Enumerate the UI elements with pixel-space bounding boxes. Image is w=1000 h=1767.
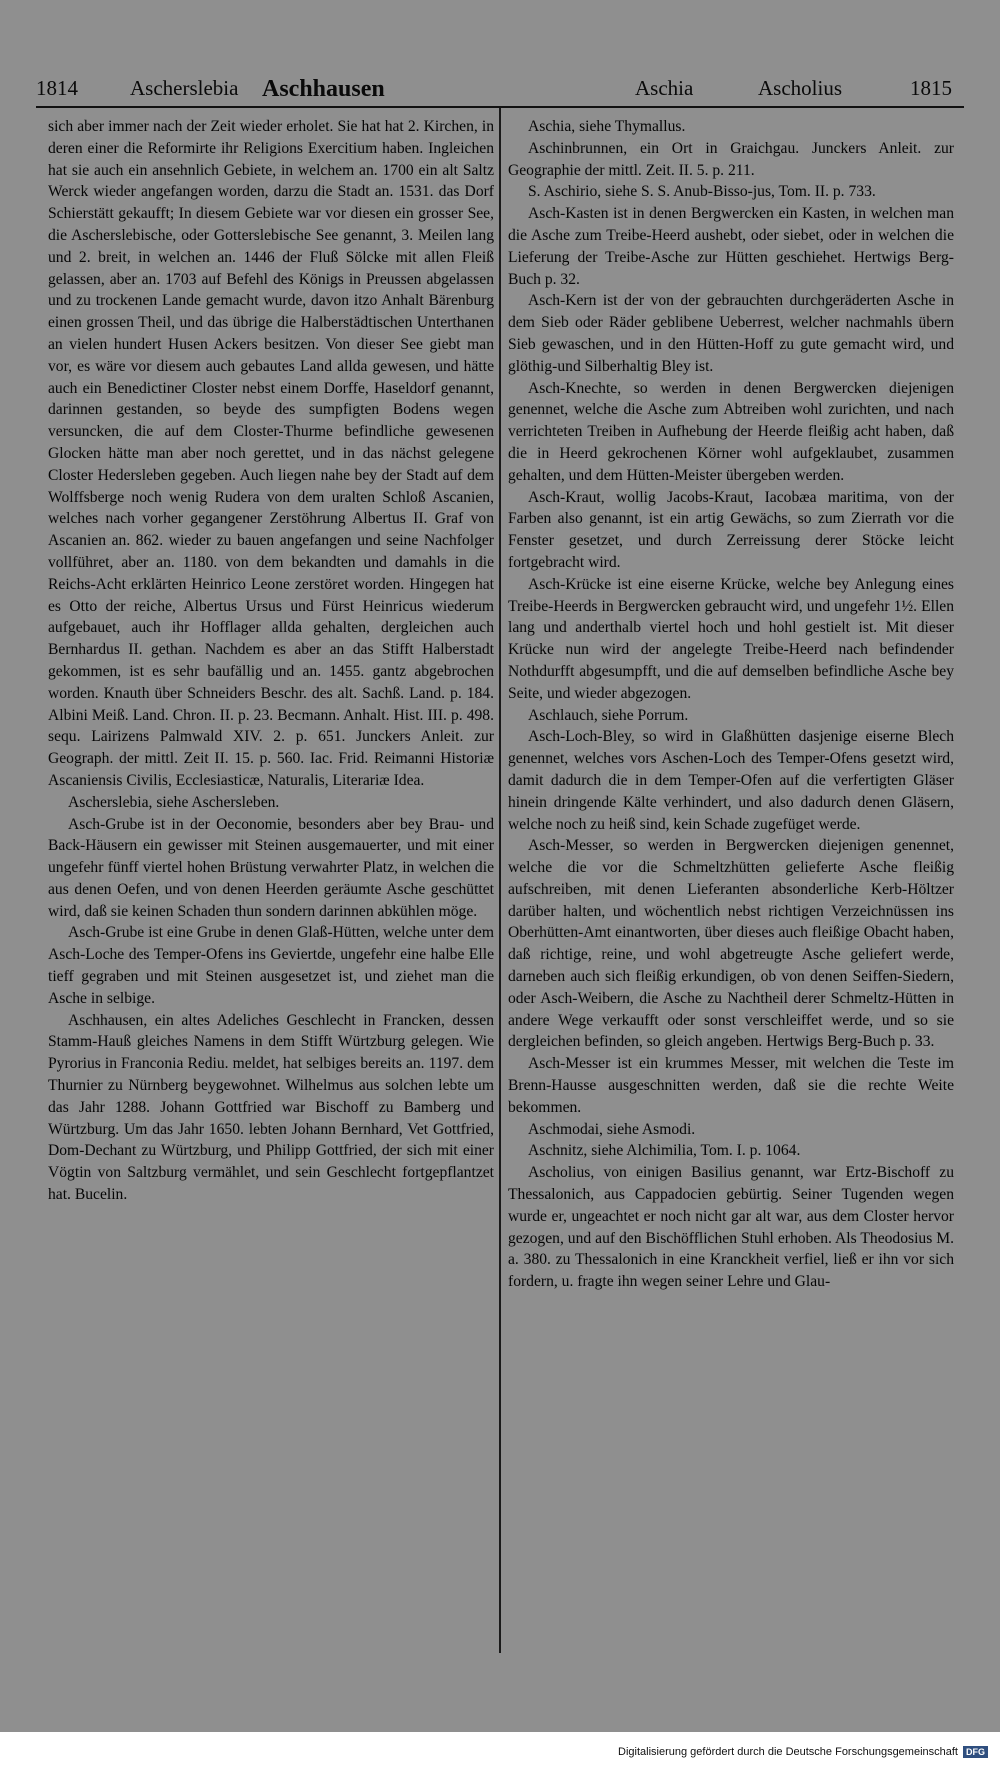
entry-asch-kasten: Asch-Kasten ist in denen Bergwercken ein Kasten, in welchen man die Asche zum Treibe-Heerd aushebt, oder siebet, oder in welchen die Lieferung der Treibe-Asche zur Hütten geschiehet. Hertwigs Berg-Buch p. 32. — [508, 205, 954, 288]
catchword-left-1: Ascherslebia — [130, 76, 239, 100]
catchword-right-1: Aschia — [635, 76, 694, 100]
entry-asch-loch-bley: Asch-Loch-Bley, so wird in Glaßhütten dasjenige eiserne Blech genennet, welches vors Aschen-Loch des Temper-Ofens gesetzt wird, damit dadurch die in dem Temper-Ofen auf die verfertigten Gläser hinein dringende Kälte verhindert, und also dadurch denen Gläsern, welche noch zu heiß sind, kein Schade zugefüget werde. — [508, 728, 954, 833]
catchword-right-2: Ascholius — [758, 76, 842, 100]
entry-asch-kern: Asch-Kern ist der von der gebrauchten durchgeräderten Asche in dem Sieb oder Räder geblibene Ueberrest, welcher nachmahls übern Sieb gewaschen, und in den Hütten-Hoff zu gute gemacht wird, und glöthig-und Silberhaltig Bley ist. — [508, 292, 954, 375]
page-number-right: 1815 — [910, 76, 952, 100]
entry-aschhausen: Aschhausen, ein altes Adeliches Geschlecht in Francken, dessen Stamm-Hauß gleiches Namens in dem Stifft Würtzburg gelegen. Wie Pyrorius in Franconia Rediu. meldet, hat selbiges bereits an. 1197. dem Thurnier zu Nürnberg beygewohnet. Wilhelmus aus solchen lebte um das Jahr 1288. Johann Gottfried war Bischoff zu Bamberg und Würtzburg. Um das Jahr 1650. lebten Johann Bernhard, Vet Gottfried, Dom-Dechant zu Würtzburg, und Philipp Gottfried, der sich mit einer Vögtin von Saltzburg vermählet, und sein Geschlecht fortgepflantzet hat. Bucelin. — [48, 1011, 494, 1204]
dfg-logo-icon: DFG — [963, 1746, 988, 1758]
left-column — [48, 116, 494, 1206]
page-number-left: 1814 — [36, 76, 78, 100]
entry-ascherslebia: Ascherslebia, siehe Aschersleben. — [68, 793, 280, 811]
entry-aschinbrunnen: Aschinbrunnen, ein Ort in Graichgau. Junckers Anleit. zur Geographie der mittl. Zeit. II. 5. p. 211. — [508, 139, 954, 179]
entry-ascholius: Ascholius, von einigen Basilius genannt, war Ertz-Bischoff zu Thessalonich, aus Cappadocien gebürtig. Seiner Tugenden wegen wurde er, ungeachtet er noch nicht gar alt war, aus dem Closter hervor gezogen, und auf den Bischöfflichen Stuhl erhoben. Als Theodosius M. a. 380. zu Thessalonich in eine Kranckheit verfiel, ließ er ihn vor sich fordern, u. fragte ihn wegen seiner Lehre und Glau- — [508, 1164, 954, 1291]
entry-asch-kruecke: Asch-Krücke ist eine eiserne Krücke, welche bey Anlegung eines Treibe-Heerds in Bergwercken gebraucht wird, und ungefehr 1½. Ellen lang und anderthalb viertel hoch und hohl gestielt ist. Mit dieser Krücke nun wird der angelegte Treibe-Heerd nach befindender Nothdurfft abgesumpfft, und die auf demselben befindliche Asche bey Seite, und wieder abgezogen. — [508, 575, 954, 702]
entry-asch-messer-1: Asch-Messer, so werden in Bergwercken diejenigen genennet, welche die vor die Schmeltzhütten gelieferte Asche fleißig aufschreiben, mit denen Lieferanten absonderliche Kerb-Höltzer darüber halten, und wöchentlich nebst richtigen Verzeichnüssen ins Oberhütten-Amt einantworten, über dieses auch fleißige Obacht haben, daß richtige, reine, und wohl abgetreugte Asche geliefert werde, darneben auch sich fleißig erkundigen, ob von denen Seiffen-Siedern, oder Asch-Weibern, die Asche zu Nachtheil derer Schmeltz-Hütten in andere Wege verkaufft oder sonst verschleiffet werde, und so sie dergleichen befinden, so gleich angeben. Hertwigs Berg-Buch p. 33. — [508, 837, 954, 1051]
catchword-left-2: Aschhausen — [262, 76, 385, 102]
entry-aschia: Aschia, siehe Thymallus. — [528, 118, 686, 135]
entry-aschirio: S. Aschirio, siehe S. S. Anub-Bisso-jus, Tom. II. p. 733. — [528, 183, 876, 201]
entry-asch-knechte: Asch-Knechte, so werden in denen Bergwercken diejenigen genennet, welche die Asche zum Abtreiben wohl zurichten, und nach verrichteten Treiben in Aufhebung der Heerde fleißig acht haben, daß die in Heerd gekrochenen Körner wohl aufgeklaubet, zusammen gehalten, und dem Hütten-Meister übergeben werden. — [508, 379, 954, 484]
entry-aschlauch: Aschlauch, siehe Porrum. — [528, 706, 689, 724]
footer-credit — [618, 1746, 988, 1758]
column-divider — [499, 108, 501, 1653]
entry-aschersleben-cont: sich aber immer nach der Zeit wieder erholet. Sie hat hat 2. Kirchen, in deren einer die Reformirte ihr Religions Exercitium haben. Ingleichen hat sie auch ein ansehnlich Gebiete, in welchem an. 1700 ein alt Saltz Werck wieder angefangen worden, darzu die Stadt an. 1531. das Dorf Schierstätt gekaufft; In diesem Gebiete war vor diesen ein grosser See, die Ascherslebische, oder Gotterslebische See genannt, 3. Meilen lang und 2. breit, in welchen an. 1446 der Fluß Sölcke mit allen Fleiß gelassen, aber an. 1703 auf Befehl des Königs in Preussen abgelassen und zu trockenen Lande gemacht wurde, davon itzo Anhalt Bärenburg einen grossen Theil, und das übrige die Halberstädtischen Unterthanen an vielen hundert Husen Ackers besitzen. Von dieser See giebt man vor, es wäre vor diesem auch gebautes Land allda gewesen, und hätte auch ein Benedictiner Closter nebst einem Dorffe, Haseldorf genannt, darinnen gestanden, so beyde des sumpfigten Bodens wegen versuncken, die auf dem Closter-Thurme befindliche gewesenen Glocken hätte man aber noch gerettet, und in das nächst gelegene Closter Hedersleben gegeben. Auch liegen nahe bey der Stadt auf dem Wolffsberge noch wenig Rudera von dem uralten Schloß Ascanien, welches nach vorher gegangener Zerstöhrung Albertus II. Graf von Ascanien an. 862. wieder zu bauen angefangen und seine Nachfolger vollführet, aber an. 1180. von dem bekandten und damahls in die Reichs-Acht erklärten Heinrico Leone zerstöret worden. Hingegen hat es Otto der reiche, Albertus Ursus und Fürst Heinricus wiederum aufgebauet, auch ihr Hofflager allda gehalten, dergleichen auch Bernhardus II. gethan. Nachdem es aber an das Stifft Halberstadt gekommen, ist es sehr baufällig und an. 1455. gantz abgebrochen worden. Knauth über Schneiders Beschr. des alt. Sachß. Land. p. 184. Albini Meiß. Land. Chron. II. p. 23. Becmann. Anhalt. Hist. III. p. 498. sequ. Lairizens Palmwald XIV. 2. p. 651. Junckers Anleit. zur Geograph. der mittl. Zeit II. 15. p. 560. Iac. Frid. Reimanni Historiæ Ascaniensis Civilis, Ecclesiasticæ, Naturalis, Literariæ Idea. — [48, 118, 494, 789]
entry-asch-messer-2: Asch-Messer ist ein krummes Messer, mit welchen die Teste im Brenn-Hausse ausgeschnitten werden, daß sie die rechte Weite bekommen. — [508, 1055, 954, 1116]
entry-asch-grube-2: Asch-Grube ist eine Grube in denen Glaß-Hütten, welche unter dem Asch-Loche des Temper-Ofens ins Geviertde, ungefehr eine halbe Elle tieff gegraben und mit Steinen ausgesetzet ist, und ziehet man die Asche in selbige. — [48, 924, 494, 1007]
right-column — [508, 116, 954, 1293]
entry-aschmodai: Aschmodai, siehe Asmodi. — [528, 1120, 696, 1138]
entry-asch-grube-1: Asch-Grube ist in der Oeconomie, besonders aber bey Brau- und Back-Häusern ein gewisser mit Steinen ausgemauerter, und mit einer ungefehr fünff viertel hohen Brüstung verwahrter Platz, in welchen die aus denen Oefen, und von denen Heerden geräumte Asche geschüttet wird, daß sie keinen Schaden thun sondern darinnen abkühlen möge. — [48, 815, 494, 920]
entry-asch-kraut: Asch-Kraut, wollig Jacobs-Kraut, Iacobæa maritima, von der Farben also genannt, ist ein artig Gewächs, so zum Zierrath vor die Fenster gesetzet, und durch Zerreissung derer Stöcke leicht fortgebracht wird. — [508, 488, 954, 571]
entry-aschnitz: Aschnitz, siehe Alchimilia, Tom. I. p. 1064. — [528, 1142, 801, 1160]
footer-text: Digitalisierung gefördert durch die Deutsche Forschungsgemeinschaft — [618, 1746, 958, 1758]
